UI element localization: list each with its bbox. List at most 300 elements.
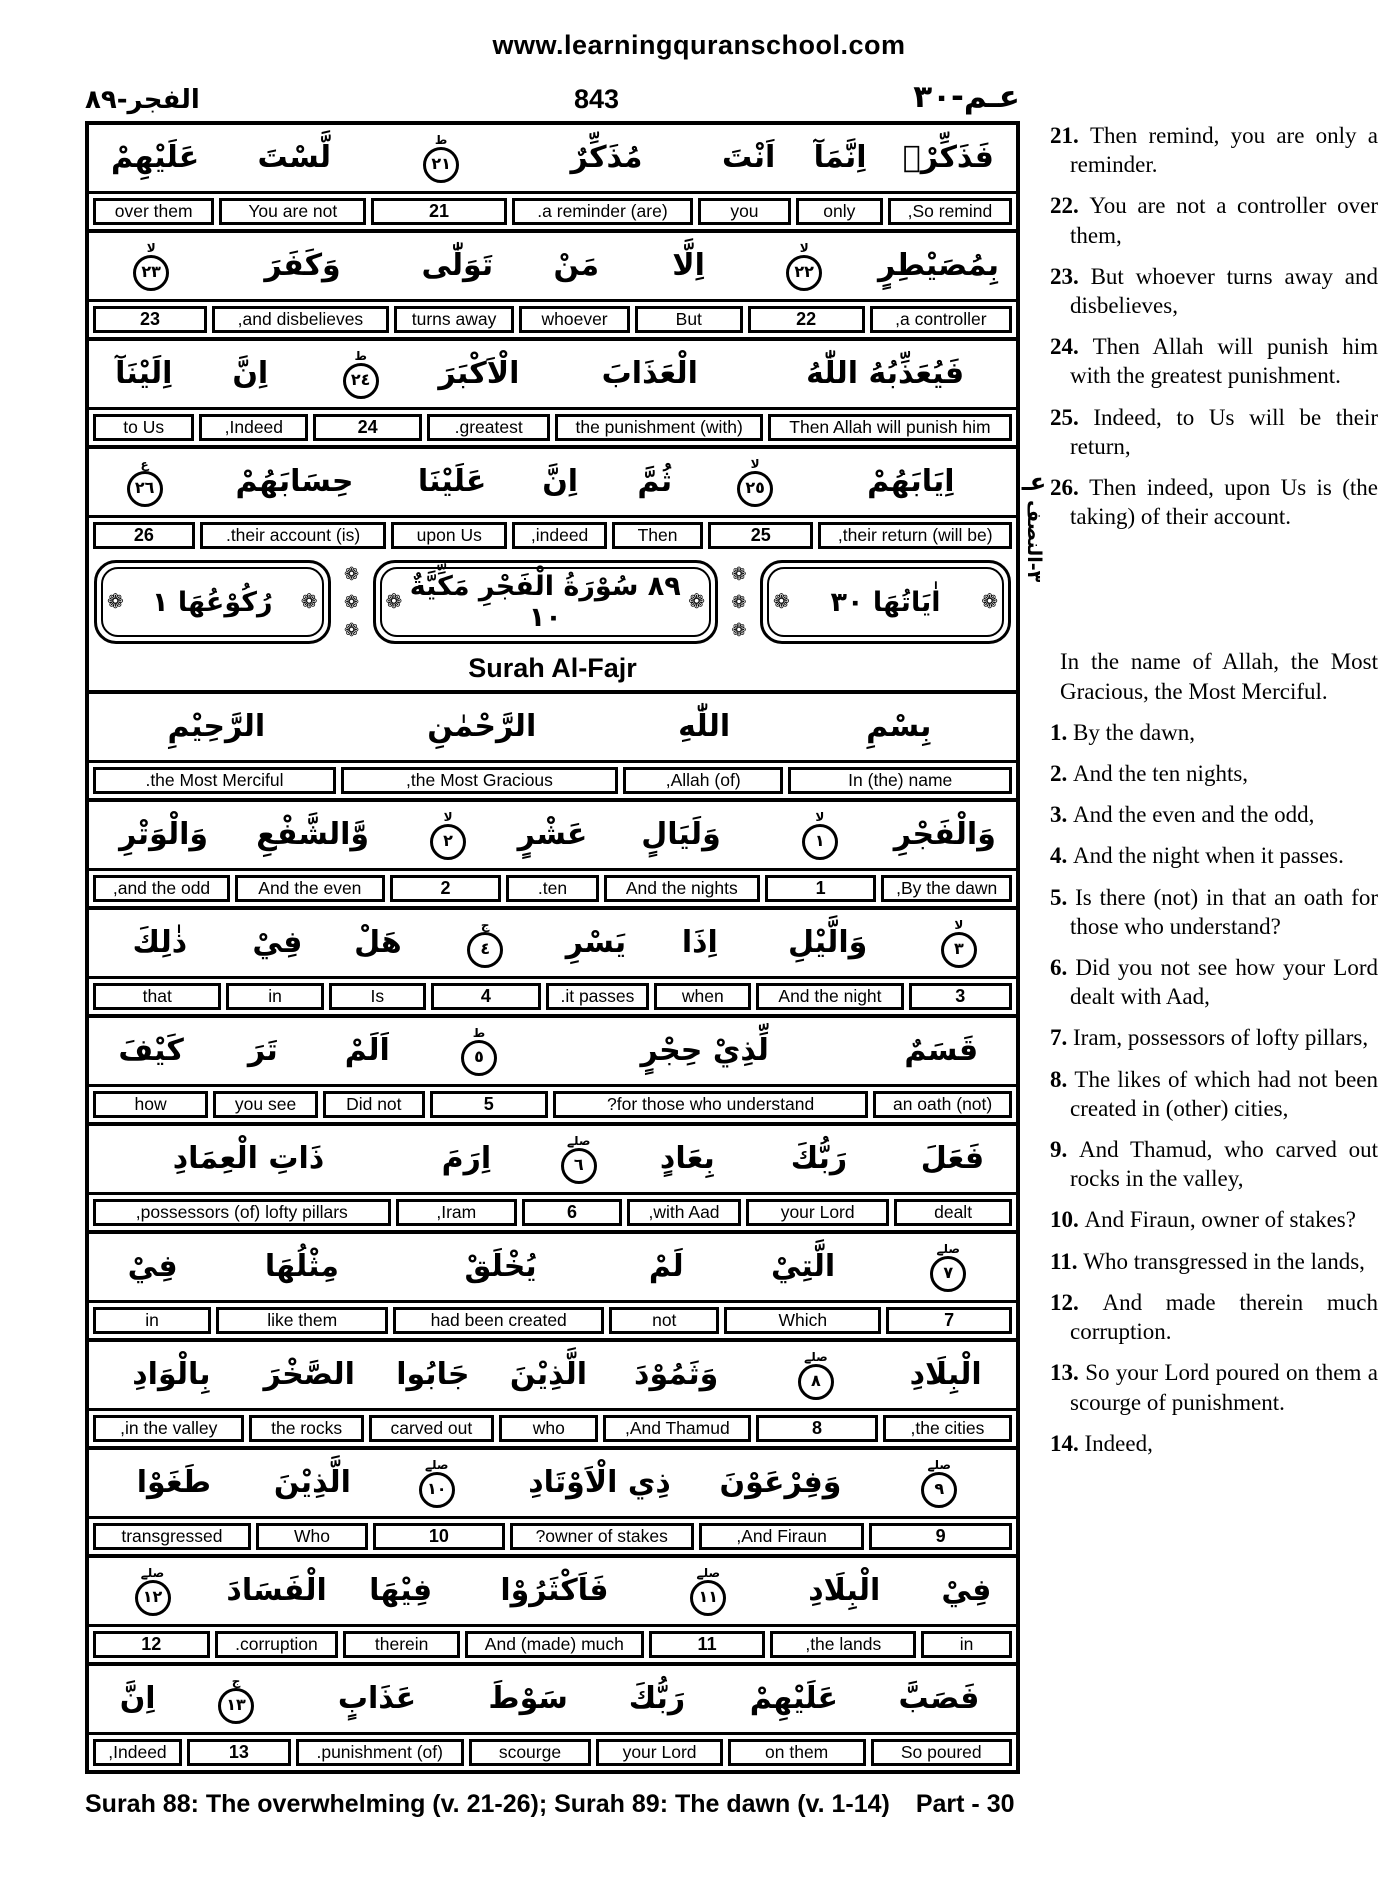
verse-number: 3. bbox=[1050, 802, 1073, 828]
verse-translation: 12. And made therein much corruption. bbox=[1050, 1289, 1378, 1345]
translation-box: the Most Merciful. bbox=[93, 767, 336, 794]
waqf-mark: ط bbox=[354, 348, 367, 363]
arabic-word: ذَاتِ الْعِمَادِ bbox=[172, 1141, 325, 1177]
arabic-word: اِلَيْنَآ bbox=[115, 356, 173, 392]
arabic-word: يُخْلَقْ bbox=[464, 1249, 537, 1285]
verse-translation: 25. Indeed, to Us will be their return, bbox=[1050, 404, 1378, 459]
translation-box: and the odd, bbox=[93, 875, 230, 902]
verse-number-box: 23 bbox=[93, 306, 207, 333]
translation-box: greatest. bbox=[427, 414, 550, 441]
arabic-word: هَلْ bbox=[354, 925, 402, 961]
arabic-word: اِيَابَهُمْ bbox=[867, 464, 955, 500]
waqf-mark: لا bbox=[815, 809, 825, 824]
verse-end-marker bbox=[393, 811, 503, 860]
arabic-word: لَمْ bbox=[648, 1249, 684, 1285]
translation-box: Which bbox=[724, 1307, 881, 1334]
translation-line bbox=[89, 1519, 1016, 1558]
translation-box: your Lord bbox=[746, 1199, 889, 1226]
verse-end-marker bbox=[746, 242, 862, 291]
arabic-word: لِّذِيْ حِجْرٍ bbox=[640, 1033, 769, 1069]
translation-box: (of) Allah, bbox=[623, 767, 783, 794]
verse-translation: 1. By the dawn, bbox=[1050, 719, 1196, 745]
arabic-word: اِنَّمَآ bbox=[813, 140, 867, 176]
translation-box: the lands, bbox=[770, 1631, 916, 1658]
waqf-mark: ج bbox=[480, 917, 490, 932]
verse-translation: 10. And Firaun, owner of stakes? bbox=[1050, 1207, 1356, 1233]
translation-box: to Us bbox=[93, 414, 194, 441]
waqf-mark: ع bbox=[140, 456, 149, 471]
site-url: www.learningquranschool.com bbox=[492, 30, 906, 60]
verse-row bbox=[89, 910, 1016, 1018]
waqf-mark: صلے bbox=[140, 1565, 165, 1580]
waqf-mark: ج bbox=[231, 1673, 241, 1688]
arabic-word: حِسَابَهُمْ bbox=[235, 464, 354, 500]
verse-number: 5. bbox=[1050, 884, 1076, 910]
verse-number-circle: ١٣ bbox=[218, 1688, 254, 1724]
translation-box: in the valley, bbox=[93, 1415, 244, 1442]
verse-end-marker bbox=[308, 350, 413, 399]
verse-number-box: 11 bbox=[649, 1631, 766, 1658]
verse-number-circle: ٦ bbox=[561, 1148, 597, 1184]
juz-label-arabic: عـم-٣٠ bbox=[913, 79, 1020, 115]
arabic-word: عَذَابٍ bbox=[337, 1681, 417, 1717]
arabic-word: اَنْتَ bbox=[722, 140, 776, 176]
arabic-line bbox=[89, 125, 1016, 194]
page-content bbox=[85, 121, 1398, 1774]
translation-box: therein bbox=[343, 1631, 460, 1658]
ornament-icon: ❁ bbox=[343, 620, 360, 640]
waqf-mark: لا bbox=[954, 917, 964, 932]
verse-end-marker bbox=[95, 458, 194, 507]
arabic-word: رَبُّكَ bbox=[628, 1681, 686, 1717]
verse-number: 7. bbox=[1050, 1025, 1073, 1051]
verse-number-circle: ٢٥ bbox=[737, 471, 773, 507]
arabic-word: اِذَا bbox=[681, 925, 718, 961]
verse-row bbox=[89, 341, 1016, 449]
translation-box: In (the) name bbox=[788, 767, 1012, 794]
verse-end-marker bbox=[95, 1567, 210, 1616]
verse-number-box: 5 bbox=[430, 1091, 548, 1118]
translation-box: And the night bbox=[756, 983, 903, 1010]
verse-number-circle: ٧ bbox=[930, 1256, 966, 1292]
arabic-line bbox=[89, 1234, 1016, 1303]
translation-box: And the even bbox=[235, 875, 385, 902]
translation-box: it passes. bbox=[546, 983, 649, 1010]
verses-count-panel bbox=[760, 560, 1011, 644]
ornament-icon: ❁ bbox=[343, 564, 360, 584]
arabic-word: الْفَسَادَ bbox=[226, 1573, 327, 1609]
ornament-icon: ❁ bbox=[300, 591, 318, 613]
verse-end-marker bbox=[95, 242, 207, 291]
translation-box: ten. bbox=[506, 875, 599, 902]
verse-row bbox=[89, 1018, 1016, 1126]
arabic-line bbox=[89, 233, 1016, 302]
verse-translation: 3. And the even and the odd, bbox=[1050, 802, 1315, 828]
verse-number-circle: ١٢ bbox=[135, 1580, 171, 1616]
arabic-word: فَعَلَ bbox=[920, 1141, 985, 1177]
translation-box: dealt bbox=[894, 1199, 1012, 1226]
verse-end-marker bbox=[886, 1243, 1010, 1292]
translation-box: on them bbox=[728, 1739, 866, 1766]
translation-line bbox=[89, 1627, 1016, 1666]
translation-box: the cities, bbox=[883, 1415, 1012, 1442]
arabic-word: سَوْطَ bbox=[488, 1681, 568, 1717]
verse-number-circle: ١ bbox=[802, 824, 838, 860]
arabic-word: عَلَيْنَا bbox=[417, 464, 487, 500]
waqf-mark: لا bbox=[146, 240, 156, 255]
translation-line bbox=[89, 518, 1016, 553]
arabic-word: فِيْ bbox=[252, 925, 303, 961]
arabic-word: وَّالشَّفْعِ bbox=[256, 817, 370, 853]
verse-number: 24. bbox=[1050, 334, 1093, 360]
verse-number-box: 24 bbox=[313, 414, 422, 441]
verse-number: 25. bbox=[1050, 404, 1094, 430]
ornament-icon: ❁ bbox=[107, 591, 124, 613]
verse-number-box: 26 bbox=[93, 522, 195, 549]
verse-number: 26. bbox=[1050, 475, 1090, 501]
arabic-word: الَّذِيْنَ bbox=[509, 1357, 588, 1393]
translation-box: Who bbox=[256, 1523, 368, 1550]
translation-box: But bbox=[635, 306, 743, 333]
translation-box: (are) a reminder. bbox=[512, 198, 693, 225]
translation-box: indeed, bbox=[512, 522, 607, 549]
verse-row bbox=[89, 449, 1016, 553]
translation-box: the Most Gracious, bbox=[341, 767, 618, 794]
verse-number: 9. bbox=[1050, 1137, 1080, 1163]
arabic-word: يَسْرِ bbox=[565, 925, 627, 961]
verse-number-circle: ٣ bbox=[941, 932, 977, 968]
waqf-mark: صلے bbox=[804, 1349, 828, 1364]
arabic-word: مُذَكِّرٌ bbox=[570, 140, 643, 176]
arabic-word: فَصَبَّ bbox=[898, 1681, 980, 1717]
translation-box: You are not bbox=[219, 198, 366, 225]
rows-bottom bbox=[89, 694, 1016, 1770]
arabic-word: بِمُصَيْطِرٍ bbox=[877, 248, 1000, 284]
arabic-word: بِسْمِ bbox=[866, 709, 932, 745]
verse-translation: 21. Then remind, you are only a reminder. bbox=[1050, 123, 1378, 178]
verse-translation: 26. Then indeed, upon Us is (the taking) of their account. bbox=[1050, 475, 1379, 530]
verse-number-circle: ٢٣ bbox=[133, 255, 169, 291]
translation-box: had been created bbox=[393, 1307, 604, 1334]
translation-box: scourge bbox=[469, 1739, 592, 1766]
ornament-icon: ❁ bbox=[385, 591, 403, 613]
verse-row bbox=[89, 125, 1016, 233]
verse-end-marker bbox=[908, 919, 1010, 968]
verse-number-circle: ٨ bbox=[798, 1364, 834, 1400]
verse-translation: 2. And the ten nights, bbox=[1050, 761, 1249, 787]
arabic-word: مَنْ bbox=[553, 248, 600, 284]
page-number: 843 bbox=[573, 84, 620, 114]
verse-end-marker bbox=[185, 1675, 286, 1724]
verse-translation: 5. Is there (not) in that an oath for those who understand? bbox=[1050, 884, 1378, 939]
ornament-icon: ❁ bbox=[772, 591, 790, 613]
verse-end-marker bbox=[704, 458, 807, 507]
arabic-word: الَّتِيْ bbox=[771, 1249, 836, 1285]
arabic-word: مِثْلُهَا bbox=[264, 1249, 339, 1285]
verse-translation: 7. Iram, possessors of lofty pillars, bbox=[1050, 1025, 1369, 1051]
translation-line bbox=[89, 302, 1016, 341]
arabic-word: الْبِلَادِ bbox=[808, 1573, 881, 1609]
verse-translation: 8. The likes of which had not been created in (other) cities, bbox=[1050, 1066, 1378, 1121]
verse-translation: 24. Then Allah will punish him with the greatest punishment. bbox=[1050, 334, 1378, 389]
verse-number-circle: ١٠ bbox=[419, 1472, 455, 1508]
verse-number-box: 3 bbox=[909, 983, 1012, 1010]
translation-box: (is) their account. bbox=[200, 522, 387, 549]
arabic-word: لَّسْتَ bbox=[257, 140, 332, 176]
waqf-mark: صلے bbox=[567, 1133, 591, 1148]
verse-translation: 6. Did you not see how your Lord dealt with Aad, bbox=[1050, 955, 1378, 1010]
arabic-word: الصَّخْرَ bbox=[263, 1357, 355, 1393]
verse-number-box: 4 bbox=[431, 983, 541, 1010]
arabic-word: رَبُّكَ bbox=[790, 1141, 848, 1177]
translation-box: that bbox=[93, 983, 221, 1010]
verse-row bbox=[89, 694, 1016, 802]
verse-number-circle: ٥ bbox=[461, 1040, 497, 1076]
translation-box: in bbox=[226, 983, 323, 1010]
verse-number: 6. bbox=[1050, 955, 1076, 981]
surah-title: Surah Al-Fajr bbox=[89, 651, 1016, 694]
arabic-word: كَيْفَ bbox=[118, 1033, 184, 1069]
translation-box: So remind, bbox=[888, 198, 1012, 225]
sidebar-items bbox=[1050, 121, 1378, 1458]
translation-box: and disbelieves, bbox=[212, 306, 389, 333]
surah-label-arabic: الفجر-٨٩ bbox=[85, 85, 200, 115]
translation-box: not bbox=[609, 1307, 719, 1334]
translation-line bbox=[89, 1195, 1016, 1234]
verse-end-marker bbox=[868, 1459, 1010, 1508]
verses-count-text: اٰيَاتُهَا ٣٠ bbox=[830, 586, 941, 618]
verse-row bbox=[89, 802, 1016, 910]
arabic-word: وَفِرْعَوْنَ bbox=[719, 1465, 842, 1501]
translation-box: owner of stakes? bbox=[510, 1523, 694, 1550]
footer-surah-range: Surah 88: The overwhelming (v. 21-26); Surah 89: The dawn (v. 1-14) bbox=[85, 1790, 890, 1818]
arabic-word: الْعَذَابَ bbox=[601, 356, 698, 392]
translation-line bbox=[89, 1411, 1016, 1450]
arabic-word: تَرَ bbox=[247, 1033, 278, 1069]
arabic-word: اِنَّ bbox=[119, 1681, 156, 1717]
verse-number: 11. bbox=[1050, 1248, 1084, 1274]
translation-box: Is bbox=[329, 983, 426, 1010]
arabic-word: ذِي الْاَوْتَادِ bbox=[528, 1465, 671, 1501]
surah-banner bbox=[89, 553, 1016, 651]
verse-end-marker bbox=[765, 811, 875, 860]
arabic-word: وَالْفَجْرِ bbox=[893, 817, 996, 853]
translation-box: corruption. bbox=[215, 1631, 339, 1658]
verse-end-marker bbox=[421, 1027, 537, 1076]
ruku-count-panel bbox=[94, 560, 331, 644]
verse-row bbox=[89, 233, 1016, 341]
waqf-mark: ط bbox=[472, 1025, 486, 1040]
arabic-word: الْبِلَادِ bbox=[909, 1357, 982, 1393]
juz-half-marker bbox=[1016, 468, 1052, 582]
verse-translation: 9. And Thamud, who carved out rocks in the valley, bbox=[1050, 1137, 1378, 1192]
arabic-word: الرَّحْمٰنِ bbox=[427, 709, 537, 745]
ruku-mark: عـ bbox=[1021, 468, 1047, 496]
arabic-word: وَكَفَرَ bbox=[264, 248, 341, 284]
arabic-word: فَذَكِّرْۗ bbox=[902, 140, 994, 176]
translation-box: a controller, bbox=[870, 306, 1012, 333]
page-header bbox=[85, 79, 1020, 115]
translation-line bbox=[89, 194, 1016, 233]
surah-name-arabic: ٨٩ سُوْرَةُ الْفَجْرِ مَكِّيَّةٌ ١٠ bbox=[409, 571, 681, 633]
verse-number-box: 21 bbox=[371, 198, 507, 225]
verse-translation: 13. So your Lord poured on them a scourge of punishment. bbox=[1050, 1360, 1378, 1415]
page-footer bbox=[85, 1790, 1398, 1819]
translation-box: with Aad, bbox=[627, 1199, 741, 1226]
translation-box: only bbox=[796, 198, 883, 225]
arabic-line bbox=[89, 694, 1016, 763]
verse-number-circle: ٩ bbox=[921, 1472, 957, 1508]
waqf-mark: صلے bbox=[927, 1457, 951, 1472]
ornament-icon: ❁ bbox=[731, 620, 747, 640]
verse-row bbox=[89, 1666, 1016, 1770]
translation-box: And Firaun, bbox=[699, 1523, 864, 1550]
arabic-word: قَسَمٌ bbox=[904, 1033, 979, 1069]
arabic-line bbox=[89, 1666, 1016, 1735]
translation-box: when bbox=[654, 983, 751, 1010]
translation-box: (not) an oath bbox=[873, 1091, 1012, 1118]
verse-translation: 14. Indeed, bbox=[1050, 1430, 1153, 1456]
arabic-word: وَثَمُوْدَ bbox=[634, 1357, 719, 1393]
translation-box: over them bbox=[93, 198, 214, 225]
waqf-mark: لا bbox=[443, 809, 453, 824]
translation-sidebar bbox=[1020, 121, 1398, 1470]
translation-box: And Thamud, bbox=[603, 1415, 751, 1442]
verse-row bbox=[89, 1342, 1016, 1450]
translation-box: your Lord bbox=[596, 1739, 722, 1766]
translation-box: Then Allah will punish him bbox=[768, 414, 1012, 441]
verse-end-marker bbox=[431, 919, 540, 968]
arabic-word: عَلَيْهِمْ bbox=[749, 1681, 839, 1717]
arabic-word: ذٰلِكَ bbox=[132, 925, 188, 961]
translation-box: Indeed, bbox=[93, 1739, 182, 1766]
translation-box: like them bbox=[216, 1307, 388, 1334]
half-juz-label: ٣-النصف bbox=[1023, 500, 1045, 583]
translation-box: (of) punishment. bbox=[296, 1739, 464, 1766]
arabic-word: عَلَيْهِمْ bbox=[110, 140, 200, 176]
arabic-line bbox=[89, 802, 1016, 871]
translation-line bbox=[89, 1087, 1016, 1126]
translation-box: turns away bbox=[394, 306, 514, 333]
translation-line bbox=[89, 763, 1016, 802]
verse-translation: 4. And the night when it passes. bbox=[1050, 843, 1344, 869]
arabic-word: اِرَمَ bbox=[441, 1141, 492, 1177]
translation-box: in bbox=[921, 1631, 1012, 1658]
arabic-word: اَلَمْ bbox=[344, 1033, 390, 1069]
translation-line bbox=[89, 410, 1016, 449]
verse-number: 23. bbox=[1050, 263, 1091, 289]
translation-box: in bbox=[93, 1307, 211, 1334]
verse-translation: 11. Who transgressed in the lands, bbox=[1050, 1248, 1365, 1274]
verse-number: 10. bbox=[1050, 1207, 1085, 1233]
translation-box: By the dawn, bbox=[881, 875, 1012, 902]
translation-box: the rocks bbox=[249, 1415, 363, 1442]
verse-number-circle: ٢٢ bbox=[786, 255, 822, 291]
waqf-mark: صلے bbox=[424, 1457, 449, 1472]
translation-box: you bbox=[698, 198, 791, 225]
arabic-line bbox=[89, 1342, 1016, 1411]
arabic-word: بِالْوَادِ bbox=[132, 1357, 211, 1393]
arabic-word: بِعَادٍ bbox=[659, 1141, 715, 1177]
translation-box: And (made) much bbox=[465, 1631, 644, 1658]
footer-part-label: Part - 30 bbox=[915, 1790, 1015, 1818]
arabic-line bbox=[89, 910, 1016, 979]
surah-name-panel bbox=[373, 560, 718, 644]
verse-row bbox=[89, 1450, 1016, 1558]
translation-line bbox=[89, 979, 1016, 1018]
arabic-word: فَيُعَذِّبُهُ اللّٰهُ bbox=[806, 356, 965, 392]
translation-line bbox=[89, 871, 1016, 910]
translation-box: who bbox=[499, 1415, 598, 1442]
translation-box: for those who understand? bbox=[553, 1091, 868, 1118]
ornament-icon: ❁ bbox=[688, 591, 705, 613]
ornament-icon: ❁ bbox=[731, 592, 747, 612]
arabic-word: وَلَيَالٍ bbox=[641, 817, 721, 853]
arabic-word: عَشْرٍ bbox=[517, 817, 588, 853]
arabic-line bbox=[89, 1126, 1016, 1195]
translation-box: transgressed bbox=[93, 1523, 251, 1550]
translation-box: (with) the punishment bbox=[555, 414, 763, 441]
verse-number-box: 25 bbox=[708, 522, 813, 549]
translation-box: Then bbox=[612, 522, 703, 549]
verse-number-circle: ٢٦ bbox=[127, 471, 163, 507]
verse-number: 8. bbox=[1050, 1066, 1075, 1092]
arabic-word: اِنَّ bbox=[542, 464, 579, 500]
verse-number-circle: ١١ bbox=[690, 1580, 726, 1616]
verse-number-box: 13 bbox=[187, 1739, 291, 1766]
verse-end-marker bbox=[531, 1135, 627, 1184]
arabic-word: وَالَّيْلِ bbox=[788, 925, 868, 961]
translation-box: Iram, bbox=[396, 1199, 517, 1226]
verse-number: 21. bbox=[1050, 123, 1090, 148]
verse-number: 22. bbox=[1050, 193, 1090, 219]
translation-box: you see bbox=[213, 1091, 318, 1118]
arabic-word: ثُمَّ bbox=[637, 464, 673, 500]
arabic-word: طَغَوْا bbox=[136, 1465, 212, 1501]
ruku-count-text: رُكُوْعُهَا ١ bbox=[152, 586, 273, 618]
arabic-word: فِيْهَا bbox=[369, 1573, 433, 1609]
waqf-mark: صلے bbox=[936, 1241, 960, 1256]
arabic-word: الْاَكْبَرَ bbox=[438, 356, 520, 392]
verse-end-marker bbox=[373, 134, 509, 183]
banner-divider-ornament bbox=[337, 560, 367, 644]
arabic-word: وَالْوَتْرِ bbox=[119, 817, 209, 853]
verse-number-box: 8 bbox=[756, 1415, 878, 1442]
verse-number-circle: ٢ bbox=[430, 824, 466, 860]
translation-box: carved out bbox=[369, 1415, 494, 1442]
arabic-line bbox=[89, 341, 1016, 410]
arabic-word: جَابُوا bbox=[396, 1357, 470, 1393]
arabic-word: الَّذِيْنَ bbox=[273, 1465, 351, 1501]
verse-row bbox=[89, 1234, 1016, 1342]
translation-box: Indeed, bbox=[199, 414, 308, 441]
rows-top bbox=[89, 125, 1016, 553]
translation-line bbox=[89, 1303, 1016, 1342]
word-by-word-table bbox=[85, 121, 1020, 1774]
verse-row bbox=[89, 1558, 1016, 1666]
arabic-line bbox=[89, 449, 1016, 518]
arabic-word: اِنَّ bbox=[232, 356, 269, 392]
verse-number-box: 6 bbox=[522, 1199, 622, 1226]
verse-end-marker bbox=[372, 1459, 501, 1508]
ornament-icon: ❁ bbox=[343, 592, 360, 612]
verse-number: 1. bbox=[1050, 719, 1073, 745]
verse-number-circle: ٢١ bbox=[423, 147, 459, 183]
verse-number-box: 22 bbox=[748, 306, 865, 333]
verse-number-circle: ٤ bbox=[467, 932, 503, 968]
waqf-mark: ط bbox=[434, 132, 448, 147]
translation-box: whoever bbox=[519, 306, 630, 333]
